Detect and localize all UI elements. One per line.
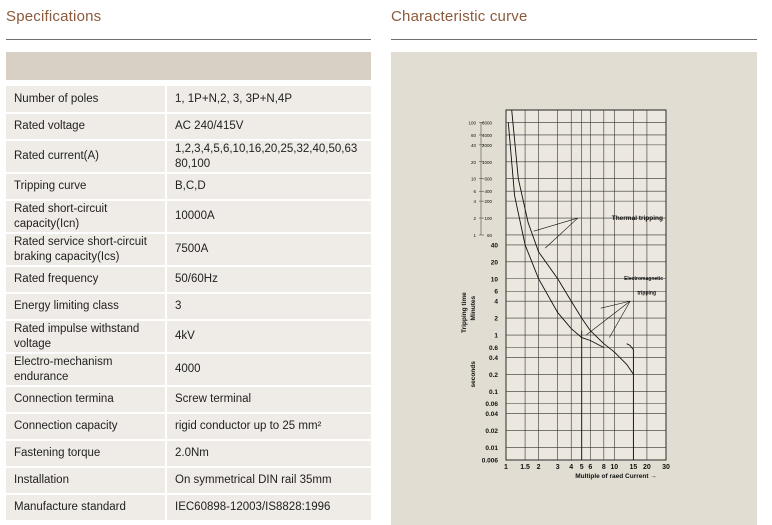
y-tick-label-minutes: 6 (473, 189, 476, 195)
y-tick-label-seconds: 4 (494, 298, 498, 306)
y-tick-label-minutes: 1 (473, 232, 476, 238)
spec-value: 3 (166, 293, 371, 320)
y-tick-label-seconds: 0.02 (485, 428, 498, 436)
annotation-thermal-tripping: Thermal tripping (611, 215, 663, 223)
spec-label: Manufacture standard (6, 494, 166, 521)
x-tick-label: 1.5 (520, 464, 530, 471)
y-tick-label-seconds-small: 2000 (481, 142, 492, 148)
spec-label: Rated voltage (6, 113, 166, 140)
y-tick-label-minutes: 60 (470, 132, 476, 138)
spec-row (6, 320, 371, 353)
spec-value: 1,2,3,4,5,6,10,16,20,25,32,40,50,63 80,100 (166, 140, 371, 173)
spec-value: 7500A (166, 233, 371, 266)
spec-value: Screw terminal (166, 386, 371, 413)
plot-area (506, 110, 666, 460)
y-tick-label-seconds: 0.2 (488, 371, 498, 379)
annotation-electromagnetic-2: tripping (637, 290, 656, 297)
y-tick-label-seconds: 0.4 (488, 354, 498, 362)
spec-value: On symmetrical DIN rail 35mm (166, 467, 371, 494)
y-tick-label-seconds: 2 (494, 315, 498, 323)
y-axis-label-outer: Tripping time (461, 292, 468, 334)
spec-label: Rated current(A) (6, 140, 166, 173)
y-tick-label-seconds: 20 (490, 259, 498, 267)
y-tick-label-seconds: 10 (490, 276, 498, 284)
x-tick-label: 3 (555, 464, 560, 471)
spec-value: IEC60898-12003/IS8828:1996 (166, 494, 371, 521)
x-tick-label: 10 (610, 464, 619, 471)
x-tick-label: 4 (569, 464, 574, 471)
spec-value: AC 240/415V (166, 113, 371, 140)
spec-row (6, 266, 371, 293)
y-tick-label-seconds: 1 (494, 332, 498, 340)
x-tick-label: 20 (643, 464, 651, 471)
spec-label: Rated frequency (6, 266, 166, 293)
spec-label: Fastening torque (6, 440, 166, 467)
spec-label: Rated impulse withstand voltage (6, 320, 166, 353)
y-tick-label-minutes: 10 (470, 176, 476, 182)
spec-value: rigid conductor up to 25 mm² (166, 413, 371, 440)
y-tick-label-seconds-small: 60 (486, 232, 492, 238)
x-tick-label: 30 (662, 464, 670, 471)
spec-row (6, 467, 371, 494)
y-tick-label-seconds: 0.06 (485, 401, 498, 409)
spec-row (6, 494, 371, 521)
spec-row (6, 353, 371, 386)
y-tick-label-seconds-small: 400 (484, 189, 492, 195)
x-tick-label: 1 (504, 464, 508, 471)
spec-row (6, 140, 371, 173)
spec-value: 10000A (166, 200, 371, 233)
spec-row (6, 413, 371, 440)
y-tick-label-seconds: 0.6 (488, 344, 498, 352)
spec-table-header (6, 52, 371, 80)
x-axis-label: Multiple of raed Current → (575, 473, 657, 480)
spec-value: B,C,D (166, 173, 371, 200)
spec-label: Electro-mechanism endurance (6, 353, 166, 386)
spec-row (6, 113, 371, 140)
y-axis-label-minutes: Minutes (470, 295, 477, 321)
spec-label: Installation (6, 467, 166, 494)
spec-label: Rated service short-circuit braking capacity(Ics) (6, 233, 166, 266)
y-tick-label-minutes: 20 (470, 159, 476, 165)
y-tick-label-seconds-small: 4000 (481, 132, 492, 138)
characteristic-chart-panel (391, 52, 757, 525)
spec-row (6, 293, 371, 320)
specifications-divider (6, 39, 371, 40)
spec-label: Connection capacity (6, 413, 166, 440)
x-tick-label: 5 (579, 464, 584, 471)
spec-value: 2.0Nm (166, 440, 371, 467)
x-tick-label: 15 (629, 464, 638, 471)
spec-row (6, 233, 371, 266)
spec-value: 4000 (166, 353, 371, 386)
y-axis-label-seconds: seconds (470, 361, 477, 388)
spec-row (6, 200, 371, 233)
y-tick-label-seconds: 0.01 (485, 445, 498, 453)
y-tick-label-seconds: 0.006 (481, 457, 498, 465)
y-tick-label-minutes: 100 (468, 120, 476, 126)
spec-table (6, 86, 371, 522)
characteristic-chart (391, 52, 757, 525)
y-tick-label-seconds-small: 1000 (481, 159, 492, 165)
spec-row (6, 440, 371, 467)
y-tick-label-minutes: 40 (470, 142, 476, 148)
y-tick-label-seconds-small: 100 (484, 216, 492, 222)
characteristic-curve-title: Characteristic curve (391, 8, 528, 25)
spec-row (6, 386, 371, 413)
x-tick-label: 2 (536, 464, 541, 471)
characteristic-divider (391, 39, 757, 40)
y-tick-label-seconds-small: 600 (484, 176, 492, 182)
spec-label: Rated short-circuit capacity(Icn) (6, 200, 166, 233)
y-tick-label-minutes: 2 (473, 216, 476, 222)
y-tick-label-seconds: 40 (490, 242, 498, 250)
spec-value: 50/60Hz (166, 266, 371, 293)
spec-label: Energy limiting class (6, 293, 166, 320)
y-tick-label-seconds: 6 (494, 288, 498, 296)
y-tick-label-seconds-small: 6000 (481, 120, 492, 126)
y-tick-label-seconds-small: 200 (484, 199, 492, 205)
spec-label: Tripping curve (6, 173, 166, 200)
x-tick-label: 6 (588, 464, 593, 471)
y-tick-label-seconds: 0.04 (485, 411, 498, 419)
spec-label: Number of poles (6, 86, 166, 113)
spec-row (6, 86, 371, 113)
x-tick-label: 8 (601, 464, 606, 471)
annotation-electromagnetic: Electromagnetic (624, 276, 663, 283)
spec-value: 1, 1P+N,2, 3, 3P+N,4P (166, 86, 371, 113)
spec-row (6, 173, 371, 200)
y-tick-label-minutes: 4 (473, 199, 476, 205)
spec-label: Connection termina (6, 386, 166, 413)
y-tick-label-seconds: 0.1 (488, 388, 498, 396)
spec-value: 4kV (166, 320, 371, 353)
specifications-title: Specifications (6, 8, 102, 25)
